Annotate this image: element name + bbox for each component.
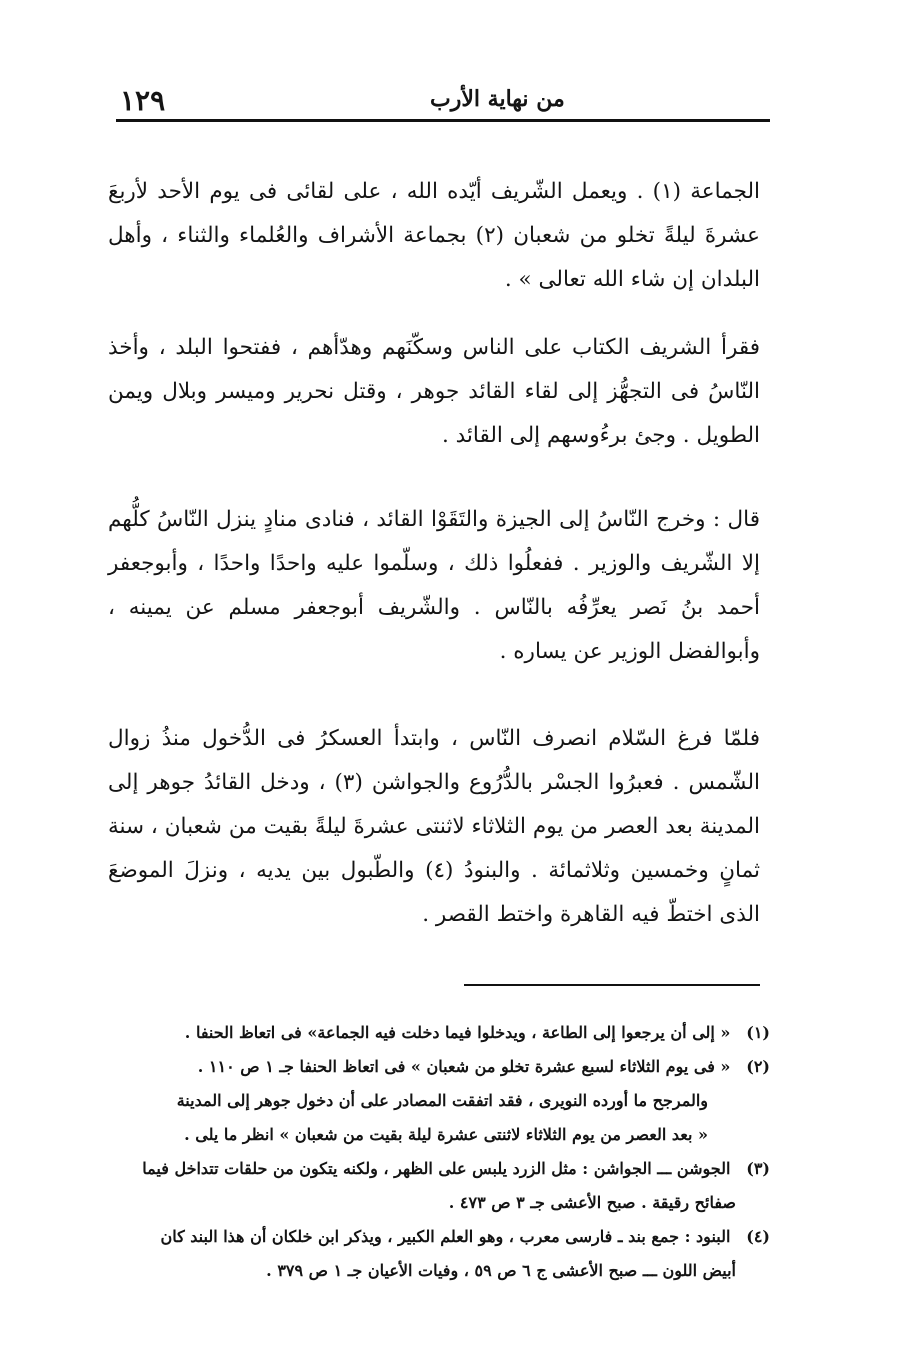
paragraph-text: فلمّا فرغ السّلام انصرف النّاس ، وابتدأ العسكرُ فى الدُّخول منذُ زوال الشّمس . فعبرُوا الجسْر بالدُّرُوع والجواشن (٣) ، ودخل القائدُ جوهر إلى المدينة بعد العصر من يوم الثلاثاء لاثنتى عشرةَ ليلةً بقيت من شعبان ، سنة ثمانٍ وخمسين وثلاثمائة . والبنودُ (٤) والطّبول بين يديه ، ونزلَ الموضعَ الذى اختطّ فيه القاهرة واختط القصر . bbox=[108, 726, 760, 927]
paragraph-4 bbox=[108, 717, 760, 937]
paragraph-text: فقرأ الشريف الكتاب على الناس وسكّنَهم وهدّأهم ، ففتحوا البلد ، وأخذ النّاسُ فى التجهُّز إلى لقاء القائد جوهر ، وقتل نحرير وميسر وبلال ويمن الطويل . وجئ برءُوسهم إلى القائد . bbox=[108, 335, 760, 448]
footnote-3-continuation: صفائح رقيقة . صبح الأعشى جـ ٣ ص ٤٧٣ . bbox=[448, 1193, 736, 1212]
footnote-2 bbox=[124, 1050, 770, 1084]
page-number: ١٢٩ bbox=[120, 84, 166, 117]
footnote-text: « إلى أن يرجعوا إلى الطاعة ، ويدخلوا فيما دخلت فيه الجماعة» فى اتعاظ الحنفا . bbox=[184, 1023, 731, 1042]
paragraph-2 bbox=[108, 326, 760, 458]
footnotes bbox=[124, 1016, 770, 1288]
paragraph-3 bbox=[108, 498, 760, 674]
footnote-2-note-line-2: « بعد العصر من يوم الثلاثاء لاثنتى عشرة ليلة بقيت من شعبان » انظر ما يلى . bbox=[184, 1125, 708, 1144]
footnote-4-continuation: أبيض اللون ـــ صبح الأعشى ج ٦ ص ٥٩ ، وفيات الأعيان جـ ١ ص ٣٧٩ . bbox=[266, 1261, 736, 1280]
footnote-2-note-line-1: والمرجح ما أورده النويرى ، فقد اتفقت المصادر على أن دخول جوهر إلى المدينة bbox=[176, 1091, 708, 1110]
footnote-number: (٢) bbox=[746, 1057, 770, 1076]
header-rule bbox=[116, 119, 770, 122]
running-title: من نهاية الأرب bbox=[430, 86, 565, 112]
paragraph-1 bbox=[108, 170, 760, 302]
footnote-text: « فى يوم الثلاثاء لسبع عشرة تخلو من شعبان » فى اتعاظ الحنفا جـ ١ ص ١١٠ . bbox=[197, 1057, 731, 1076]
page-header bbox=[116, 84, 770, 120]
footnote-number: (١) bbox=[746, 1023, 770, 1042]
paragraph-text: الجماعة (١) . ويعمل الشّريف أيّده الله ، على لقائى فى يوم الأحد لأربعَ عشرةَ ليلةً تخلو من شعبان (٢) بجماعة الأشراف والعُلماء والثناء ، وأهل البلدان إن شاء الله تعالى » . bbox=[108, 179, 760, 292]
footnote-text: الجوشن ـــ الجواشن : مثل الزرد يلبس على الظهر ، ولكنه يتكون من حلقات تتداخل فيما bbox=[142, 1159, 731, 1178]
footnote-1 bbox=[124, 1016, 770, 1050]
footnote-3 bbox=[124, 1152, 770, 1186]
footnote-number: (٤) bbox=[746, 1227, 770, 1246]
footnote-number: (٣) bbox=[746, 1159, 770, 1178]
paragraph-text: قال : وخرج النّاسُ إلى الجيزة والتَقَوْا القائد ، فنادى منادٍ ينزل النّاسُ كلُّهم إلا الشّريف والوزير . ففعلُوا ذلك ، وسلّموا عليه واحدًا واحدًا ، وأبوجعفر أحمد بنُ نَصر يعرِّفُه بالنّاس . والشّريف أبوجعفر مسلم عن يمينه ، وأبوالفضل الوزير عن يساره . bbox=[108, 507, 760, 664]
footnote-separator bbox=[464, 984, 760, 986]
footnote-text: البنود : جمع بند ـ فارسى معرب ، وهو العلم الكبير ، ويذكر ابن خلكان أن هذا البند كان bbox=[160, 1227, 731, 1246]
footnote-4 bbox=[124, 1220, 770, 1254]
